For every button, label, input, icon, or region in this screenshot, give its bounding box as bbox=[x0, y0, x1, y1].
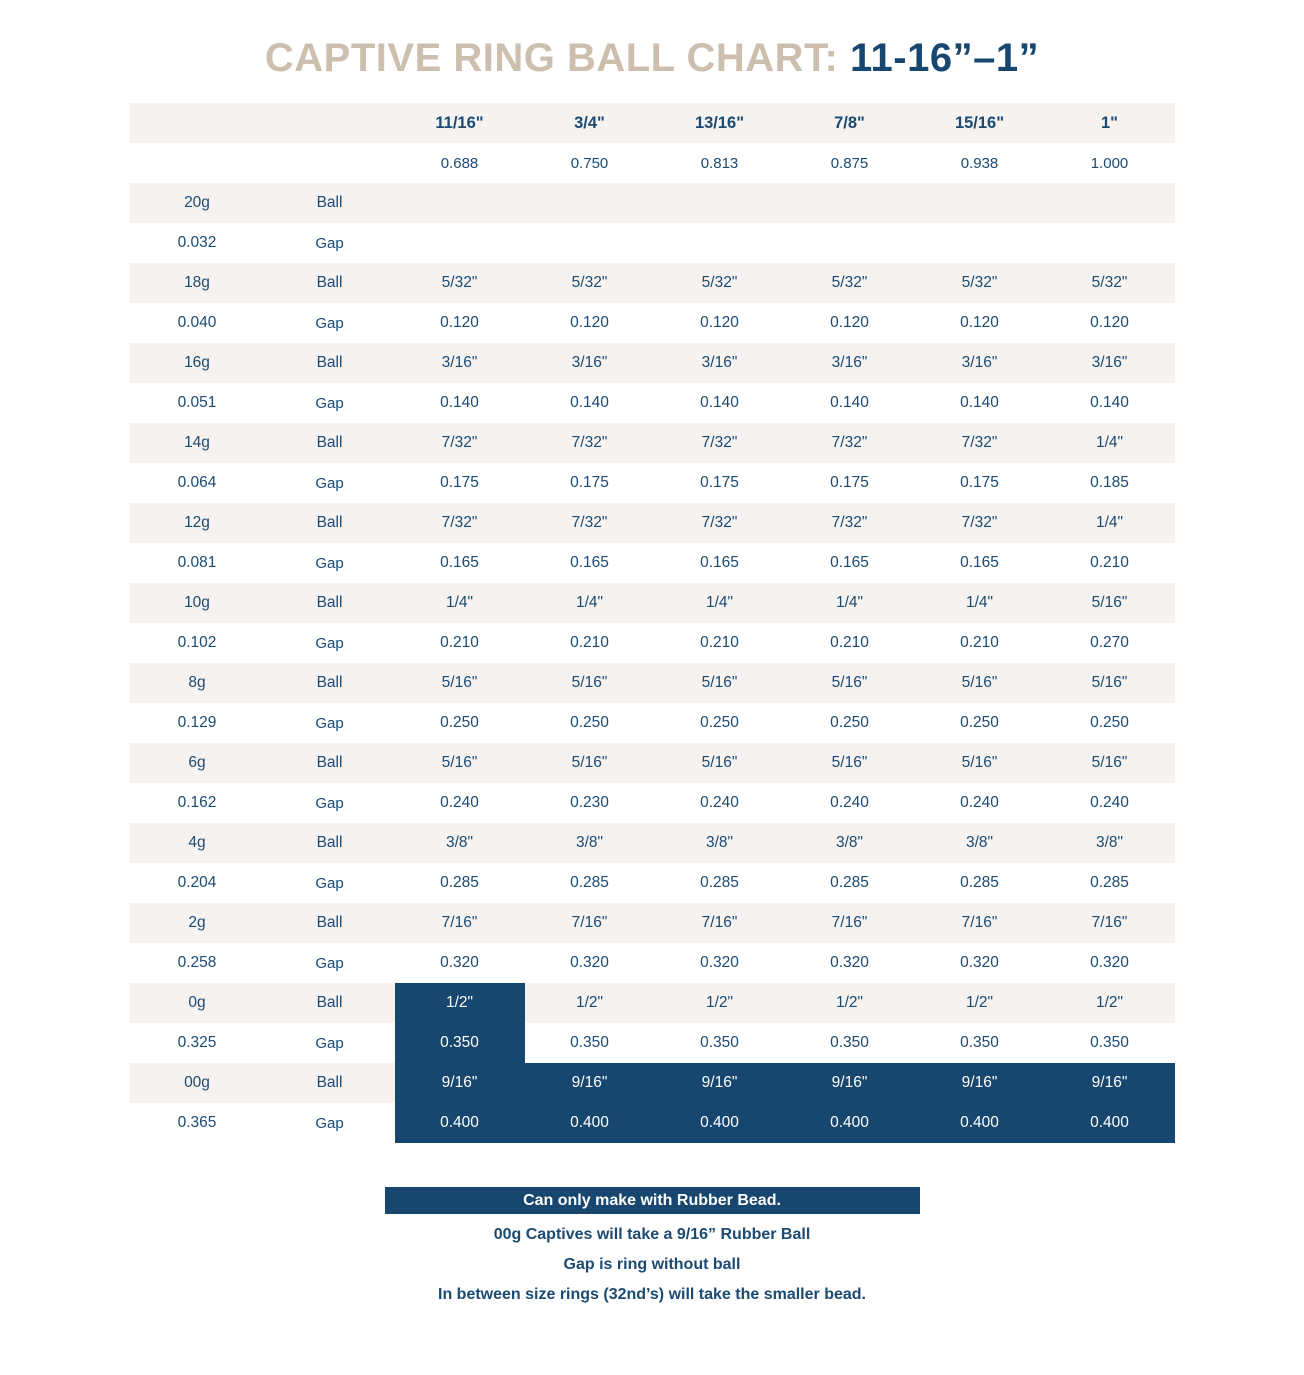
cell-gap-1: 0.210 bbox=[525, 623, 655, 663]
cell-ball-0: 5/16" bbox=[395, 743, 525, 783]
cell-gap-3 bbox=[785, 223, 915, 263]
row-kind: Gap bbox=[265, 463, 395, 503]
legend-line-0: 00g Captives will take a 9/16” Rubber Ball bbox=[493, 1226, 811, 1243]
table-row bbox=[130, 583, 1175, 623]
cell-gap-3: 0.350 bbox=[785, 1023, 915, 1063]
cell-gap-0: 0.140 bbox=[395, 383, 525, 423]
cell-gap-4: 0.285 bbox=[915, 863, 1045, 903]
row-kind: Gap bbox=[265, 303, 395, 343]
row-gauge: 2g bbox=[130, 903, 265, 943]
row-gauge: 10g bbox=[130, 583, 265, 623]
cell-ball-0: 7/32" bbox=[395, 503, 525, 543]
cell-ball-1: 3/8" bbox=[525, 823, 655, 863]
table-row bbox=[130, 383, 1175, 423]
row-kind: Ball bbox=[265, 583, 395, 623]
header-decimal-5: 1.000 bbox=[1045, 143, 1175, 183]
cell-gap-3: 0.240 bbox=[785, 783, 915, 823]
row-gauge: 0.102 bbox=[130, 623, 265, 663]
row-gauge: 0.040 bbox=[130, 303, 265, 343]
header-size-2: 13/16" bbox=[655, 103, 785, 143]
header-decimal-4: 0.938 bbox=[915, 143, 1045, 183]
cell-ball-3 bbox=[785, 183, 915, 223]
cell-ball-3: 3/8" bbox=[785, 823, 915, 863]
row-kind: Ball bbox=[265, 343, 395, 383]
row-gauge: 0.064 bbox=[130, 463, 265, 503]
cell-ball-5: 5/16" bbox=[1045, 663, 1175, 703]
row-kind: Gap bbox=[265, 783, 395, 823]
cell-gap-5: 0.250 bbox=[1045, 703, 1175, 743]
row-kind: Ball bbox=[265, 183, 395, 223]
cell-ball-0: 7/32" bbox=[395, 423, 525, 463]
cell-gap-3: 0.285 bbox=[785, 863, 915, 903]
row-gauge: 14g bbox=[130, 423, 265, 463]
cell-ball-2 bbox=[655, 183, 785, 223]
row-gauge: 0.204 bbox=[130, 863, 265, 903]
table-row bbox=[130, 543, 1175, 583]
row-kind: Gap bbox=[265, 1023, 395, 1063]
cell-gap-5: 0.120 bbox=[1045, 303, 1175, 343]
row-kind: Ball bbox=[265, 263, 395, 303]
cell-ball-0: 1/4" bbox=[395, 583, 525, 623]
page-title-range: 11-16”–1” bbox=[850, 36, 1040, 80]
cell-ball-0: 3/16" bbox=[395, 343, 525, 383]
table-row bbox=[130, 183, 1175, 223]
row-gauge: 0.032 bbox=[130, 223, 265, 263]
row-gauge: 4g bbox=[130, 823, 265, 863]
row-gauge: 0.051 bbox=[130, 383, 265, 423]
cell-ball-4: 7/32" bbox=[915, 503, 1045, 543]
cell-ball-1: 5/16" bbox=[525, 663, 655, 703]
row-kind: Ball bbox=[265, 823, 395, 863]
cell-ball-0: 5/16" bbox=[395, 663, 525, 703]
cell-gap-4: 0.175 bbox=[915, 463, 1045, 503]
cell-ball-3: 1/2" bbox=[785, 983, 915, 1023]
cell-ball-3: 7/16" bbox=[785, 903, 915, 943]
cell-ball-3: 9/16" bbox=[785, 1063, 915, 1103]
cell-ball-4: 5/32" bbox=[915, 263, 1045, 303]
cell-ball-1: 5/32" bbox=[525, 263, 655, 303]
cell-ball-5 bbox=[1045, 183, 1175, 223]
cell-ball-2: 7/16" bbox=[655, 903, 785, 943]
row-kind: Ball bbox=[265, 983, 395, 1023]
cell-gap-2: 0.285 bbox=[655, 863, 785, 903]
cell-ball-5: 5/32" bbox=[1045, 263, 1175, 303]
cell-gap-1: 0.285 bbox=[525, 863, 655, 903]
cell-ball-4: 7/32" bbox=[915, 423, 1045, 463]
header-blank-kind bbox=[265, 103, 395, 143]
row-gauge: 16g bbox=[130, 343, 265, 383]
cell-gap-2: 0.140 bbox=[655, 383, 785, 423]
cell-ball-3: 1/4" bbox=[785, 583, 915, 623]
cell-gap-0: 0.320 bbox=[395, 943, 525, 983]
cell-ball-4: 7/16" bbox=[915, 903, 1045, 943]
cell-gap-1: 0.250 bbox=[525, 703, 655, 743]
header-size-4: 15/16" bbox=[915, 103, 1045, 143]
cell-ball-4: 5/16" bbox=[915, 663, 1045, 703]
table-header-row-decimals bbox=[130, 143, 1175, 183]
row-kind: Ball bbox=[265, 743, 395, 783]
header-decimal-3: 0.875 bbox=[785, 143, 915, 183]
cell-gap-2: 0.320 bbox=[655, 943, 785, 983]
table-row bbox=[130, 703, 1175, 743]
table-row bbox=[130, 983, 1175, 1023]
cell-ball-5: 1/4" bbox=[1045, 423, 1175, 463]
table-row bbox=[130, 903, 1175, 943]
cell-ball-5: 1/2" bbox=[1045, 983, 1175, 1023]
cell-ball-3: 3/16" bbox=[785, 343, 915, 383]
cell-ball-1: 1/4" bbox=[525, 583, 655, 623]
cell-ball-1: 7/32" bbox=[525, 423, 655, 463]
page-title bbox=[0, 0, 1304, 81]
cell-gap-4: 0.165 bbox=[915, 543, 1045, 583]
table-header bbox=[130, 103, 1175, 183]
cell-gap-0: 0.210 bbox=[395, 623, 525, 663]
row-kind: Ball bbox=[265, 423, 395, 463]
cell-ball-3: 7/32" bbox=[785, 503, 915, 543]
cell-gap-5 bbox=[1045, 223, 1175, 263]
cell-ball-2: 1/4" bbox=[655, 583, 785, 623]
cell-gap-1: 0.230 bbox=[525, 783, 655, 823]
table-row bbox=[130, 1103, 1175, 1143]
row-kind: Gap bbox=[265, 383, 395, 423]
table-row bbox=[130, 343, 1175, 383]
cell-gap-2: 0.165 bbox=[655, 543, 785, 583]
cell-ball-2: 7/32" bbox=[655, 503, 785, 543]
cell-gap-0: 0.120 bbox=[395, 303, 525, 343]
cell-ball-4: 3/8" bbox=[915, 823, 1045, 863]
row-kind: Gap bbox=[265, 223, 395, 263]
cell-gap-3: 0.175 bbox=[785, 463, 915, 503]
cell-gap-0: 0.165 bbox=[395, 543, 525, 583]
cell-ball-2: 5/16" bbox=[655, 663, 785, 703]
row-gauge: 6g bbox=[130, 743, 265, 783]
cell-ball-1: 3/16" bbox=[525, 343, 655, 383]
cell-gap-4: 0.400 bbox=[915, 1103, 1045, 1143]
cell-ball-4: 1/2" bbox=[915, 983, 1045, 1023]
row-kind: Ball bbox=[265, 903, 395, 943]
row-gauge: 00g bbox=[130, 1063, 265, 1103]
cell-gap-5: 0.210 bbox=[1045, 543, 1175, 583]
cell-gap-0 bbox=[395, 223, 525, 263]
cell-gap-5: 0.400 bbox=[1045, 1103, 1175, 1143]
cell-gap-3: 0.400 bbox=[785, 1103, 915, 1143]
cell-gap-4: 0.320 bbox=[915, 943, 1045, 983]
table-row bbox=[130, 1063, 1175, 1103]
cell-ball-0: 5/32" bbox=[395, 263, 525, 303]
row-gauge: 8g bbox=[130, 663, 265, 703]
table-row bbox=[130, 783, 1175, 823]
row-gauge: 12g bbox=[130, 503, 265, 543]
cell-gap-0: 0.350 bbox=[395, 1023, 525, 1063]
row-gauge: 0.081 bbox=[130, 543, 265, 583]
cell-gap-3: 0.250 bbox=[785, 703, 915, 743]
row-kind: Gap bbox=[265, 703, 395, 743]
row-gauge: 0.325 bbox=[130, 1023, 265, 1063]
cell-gap-2: 0.400 bbox=[655, 1103, 785, 1143]
row-gauge: 0.129 bbox=[130, 703, 265, 743]
ball-chart-table bbox=[130, 103, 1175, 1143]
cell-ball-1: 5/16" bbox=[525, 743, 655, 783]
table-row bbox=[130, 623, 1175, 663]
cell-gap-3: 0.210 bbox=[785, 623, 915, 663]
table-row bbox=[130, 863, 1175, 903]
header-size-3: 7/8" bbox=[785, 103, 915, 143]
cell-gap-4 bbox=[915, 223, 1045, 263]
cell-gap-5: 0.320 bbox=[1045, 943, 1175, 983]
cell-gap-0: 0.400 bbox=[395, 1103, 525, 1143]
cell-gap-3: 0.140 bbox=[785, 383, 915, 423]
cell-gap-1: 0.175 bbox=[525, 463, 655, 503]
cell-ball-0: 7/16" bbox=[395, 903, 525, 943]
cell-gap-1: 0.120 bbox=[525, 303, 655, 343]
table-row bbox=[130, 223, 1175, 263]
row-kind: Ball bbox=[265, 503, 395, 543]
cell-ball-3: 7/32" bbox=[785, 423, 915, 463]
row-gauge: 0.258 bbox=[130, 943, 265, 983]
table-row bbox=[130, 1023, 1175, 1063]
cell-ball-3: 5/16" bbox=[785, 743, 915, 783]
cell-ball-5: 5/16" bbox=[1045, 583, 1175, 623]
cell-gap-3: 0.120 bbox=[785, 303, 915, 343]
cell-ball-5: 7/16" bbox=[1045, 903, 1175, 943]
cell-gap-3: 0.165 bbox=[785, 543, 915, 583]
cell-ball-2: 7/32" bbox=[655, 423, 785, 463]
row-kind: Gap bbox=[265, 543, 395, 583]
table-row bbox=[130, 463, 1175, 503]
row-gauge: 0.162 bbox=[130, 783, 265, 823]
cell-gap-0: 0.240 bbox=[395, 783, 525, 823]
cell-gap-1: 0.320 bbox=[525, 943, 655, 983]
cell-ball-2: 3/8" bbox=[655, 823, 785, 863]
cell-gap-2: 0.250 bbox=[655, 703, 785, 743]
cell-gap-2: 0.175 bbox=[655, 463, 785, 503]
cell-gap-2: 0.210 bbox=[655, 623, 785, 663]
cell-gap-5: 0.185 bbox=[1045, 463, 1175, 503]
cell-gap-5: 0.350 bbox=[1045, 1023, 1175, 1063]
cell-ball-0: 9/16" bbox=[395, 1063, 525, 1103]
cell-ball-5: 3/16" bbox=[1045, 343, 1175, 383]
header-decimal-blank-kind bbox=[265, 143, 395, 183]
row-kind: Ball bbox=[265, 1063, 395, 1103]
cell-ball-1: 7/16" bbox=[525, 903, 655, 943]
cell-gap-4: 0.140 bbox=[915, 383, 1045, 423]
cell-gap-1: 0.350 bbox=[525, 1023, 655, 1063]
cell-gap-4: 0.250 bbox=[915, 703, 1045, 743]
header-size-5: 1" bbox=[1045, 103, 1175, 143]
table-body bbox=[130, 183, 1175, 1143]
cell-ball-3: 5/32" bbox=[785, 263, 915, 303]
legend-line-2: In between size rings (32nd’s) will take the smaller bead. bbox=[438, 1286, 866, 1303]
row-gauge: 0g bbox=[130, 983, 265, 1023]
header-decimal-1: 0.750 bbox=[525, 143, 655, 183]
row-kind: Ball bbox=[265, 663, 395, 703]
cell-ball-2: 5/16" bbox=[655, 743, 785, 783]
cell-gap-4: 0.210 bbox=[915, 623, 1045, 663]
header-size-1: 3/4" bbox=[525, 103, 655, 143]
table-row bbox=[130, 503, 1175, 543]
cell-gap-2: 0.240 bbox=[655, 783, 785, 823]
header-decimal-blank-gauge bbox=[130, 143, 265, 183]
row-gauge: 20g bbox=[130, 183, 265, 223]
page-title-main: CAPTIVE RING BALL CHART: bbox=[264, 36, 850, 80]
cell-ball-4 bbox=[915, 183, 1045, 223]
row-kind: Gap bbox=[265, 623, 395, 663]
row-gauge: 0.365 bbox=[130, 1103, 265, 1143]
cell-ball-3: 5/16" bbox=[785, 663, 915, 703]
header-decimal-2: 0.813 bbox=[655, 143, 785, 183]
cell-gap-5: 0.240 bbox=[1045, 783, 1175, 823]
cell-ball-4: 9/16" bbox=[915, 1063, 1045, 1103]
cell-gap-0: 0.175 bbox=[395, 463, 525, 503]
cell-ball-2: 5/32" bbox=[655, 263, 785, 303]
header-size-0: 11/16" bbox=[395, 103, 525, 143]
cell-gap-1: 0.400 bbox=[525, 1103, 655, 1143]
cell-gap-3: 0.320 bbox=[785, 943, 915, 983]
cell-ball-1: 1/2" bbox=[525, 983, 655, 1023]
table-row bbox=[130, 823, 1175, 863]
cell-gap-1: 0.165 bbox=[525, 543, 655, 583]
cell-gap-0: 0.250 bbox=[395, 703, 525, 743]
table-row bbox=[130, 663, 1175, 703]
legend bbox=[130, 1187, 1175, 1304]
cell-gap-1: 0.140 bbox=[525, 383, 655, 423]
cell-ball-4: 5/16" bbox=[915, 743, 1045, 783]
table-row bbox=[130, 303, 1175, 343]
header-decimal-0: 0.688 bbox=[395, 143, 525, 183]
table-row bbox=[130, 423, 1175, 463]
row-kind: Gap bbox=[265, 863, 395, 903]
cell-ball-1: 9/16" bbox=[525, 1063, 655, 1103]
row-kind: Gap bbox=[265, 943, 395, 983]
cell-gap-2 bbox=[655, 223, 785, 263]
cell-gap-0: 0.285 bbox=[395, 863, 525, 903]
table-row bbox=[130, 943, 1175, 983]
cell-ball-1: 7/32" bbox=[525, 503, 655, 543]
cell-gap-2: 0.120 bbox=[655, 303, 785, 343]
cell-ball-5: 5/16" bbox=[1045, 743, 1175, 783]
cell-ball-5: 1/4" bbox=[1045, 503, 1175, 543]
cell-gap-4: 0.240 bbox=[915, 783, 1045, 823]
legend-line-1: Gap is ring without ball bbox=[563, 1256, 741, 1273]
cell-ball-1 bbox=[525, 183, 655, 223]
cell-gap-5: 0.285 bbox=[1045, 863, 1175, 903]
cell-ball-2: 3/16" bbox=[655, 343, 785, 383]
cell-ball-4: 3/16" bbox=[915, 343, 1045, 383]
cell-gap-1 bbox=[525, 223, 655, 263]
row-kind: Gap bbox=[265, 1103, 395, 1143]
table-header-row-sizes bbox=[130, 103, 1175, 143]
cell-ball-0: 1/2" bbox=[395, 983, 525, 1023]
cell-gap-4: 0.350 bbox=[915, 1023, 1045, 1063]
cell-ball-4: 1/4" bbox=[915, 583, 1045, 623]
header-blank-gauge bbox=[130, 103, 265, 143]
table-row bbox=[130, 263, 1175, 303]
cell-ball-0: 3/8" bbox=[395, 823, 525, 863]
legend-rubber-bead-bar: Can only make with Rubber Bead. bbox=[385, 1187, 920, 1214]
cell-ball-5: 9/16" bbox=[1045, 1063, 1175, 1103]
cell-ball-2: 9/16" bbox=[655, 1063, 785, 1103]
cell-gap-5: 0.140 bbox=[1045, 383, 1175, 423]
cell-gap-4: 0.120 bbox=[915, 303, 1045, 343]
cell-gap-2: 0.350 bbox=[655, 1023, 785, 1063]
row-gauge: 18g bbox=[130, 263, 265, 303]
table-row bbox=[130, 743, 1175, 783]
cell-ball-0 bbox=[395, 183, 525, 223]
cell-gap-5: 0.270 bbox=[1045, 623, 1175, 663]
cell-ball-5: 3/8" bbox=[1045, 823, 1175, 863]
cell-ball-2: 1/2" bbox=[655, 983, 785, 1023]
